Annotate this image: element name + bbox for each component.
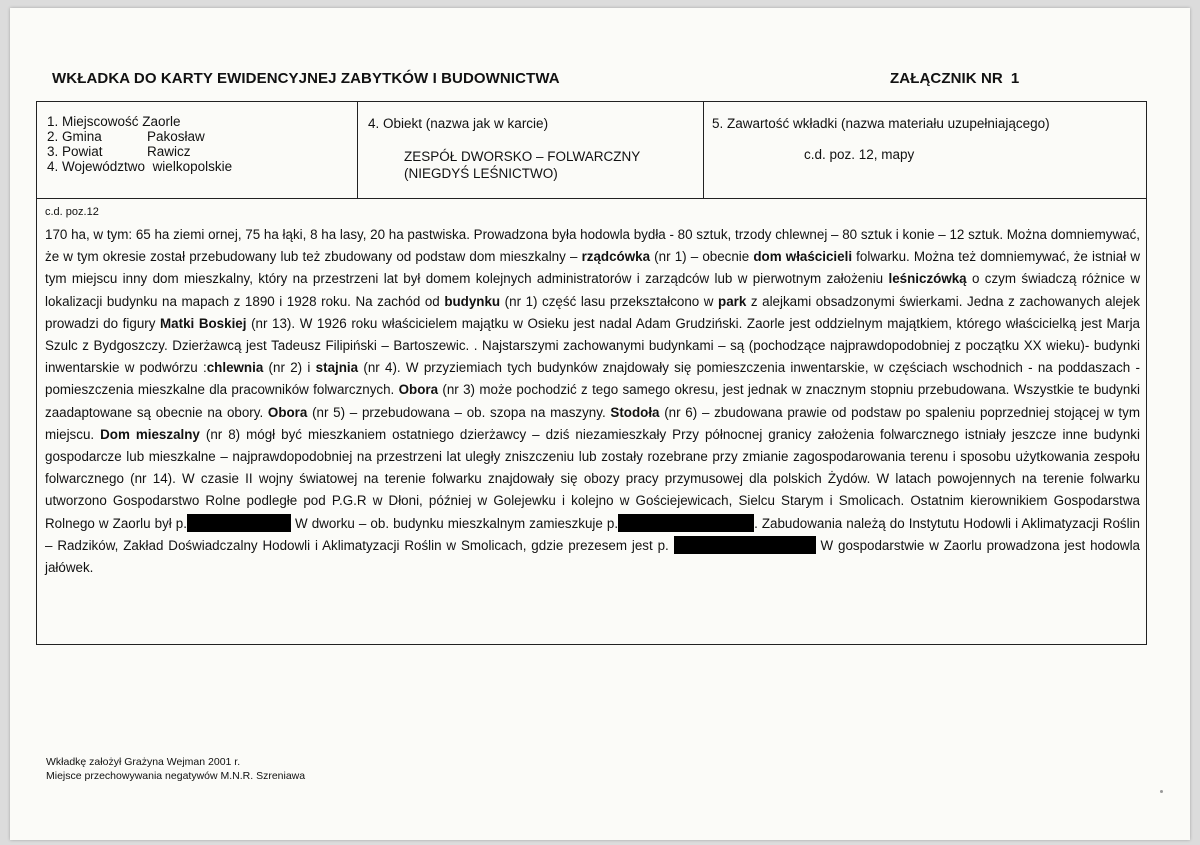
text-run: (nr 6) – zbudowana prawie od podstaw po spaleniu poprzedniej stojącej w tym miejscu. [45, 404, 1140, 442]
text-run: W dworku – ob. budynku mieszkalnym zamieszkuje p. [290, 515, 619, 531]
object-name [404, 148, 703, 182]
location-row-4 [47, 159, 357, 174]
text-run: o czym świadczą różnice w lokalizacji budynku na mapach z 1890 i 1928 roku. Na zachód od [45, 271, 1141, 309]
text-run: W gospodarstwie w Zaorlu prowadzona jest hodowla jałówek. [45, 537, 1140, 576]
bold-term: Stodoła [610, 404, 660, 420]
text-run: (nr 4). W przyziemiach tych budynków znajdowały się pomieszczenia inwentarskie, w częściach wschodnich - na poddaszach - pomieszczenia mieszkalne dla pracowników folwarcznych. [45, 360, 1140, 398]
bold-term: stajnia [315, 360, 359, 376]
continuation-label: c.d. poz.12 [45, 206, 99, 218]
footer-author: Wkładkę założył Grażyna Wejman 2001 r. [46, 756, 241, 768]
redaction-bar [618, 514, 754, 532]
description-section [37, 198, 1146, 579]
bold-term: rządcówka [581, 249, 651, 265]
text-run: (nr 8) mógł być mieszkaniem ostatniego dzierżawcy – dziś niezamieszkały Przy północnej granicy założenia folwarcznego istniały jeszcze inne budynki gospodarcze lub mieszkalne – najprawdopodobniej na przestrzeni lat uległy zniszczeniu lub zostały rozebrane przy zmianie zagospodarowania terenu i sposobu użytkowania zespołu folwarcznego (nr 14). W czasie II wojny światowej na terenie folwarku znajdowały się obozy pracy przymusowej dla polskich Żydów. W latach powojennych na terenie folwarku utworzono Gospodarstwo Rolne podległe pod P.G.R w Dłoni, później w Golejewku i kolejno w Gościejewicach, Sielcu Starym i Smolicach. Ostatnim kierownikiem Gospodarstwa Rolnego w Zaorlu był p. [45, 426, 1140, 531]
text-run: (nr 1) część lasu przekształcono w [500, 293, 719, 309]
bold-term: leśniczówką [888, 271, 967, 287]
attachment-number: 1 [1010, 70, 1020, 87]
bold-term: Matki Boskiej [160, 315, 247, 331]
contents-cell [703, 102, 1146, 198]
location-row-2 [47, 129, 357, 144]
attachment-label: ZAŁĄCZNIK NR [890, 70, 1003, 87]
footer-negatives: Miejsce przechowywania negatywów M.N.R. Szreniawa [46, 770, 306, 782]
redaction-bar [187, 514, 291, 532]
location-cell [37, 102, 357, 198]
location-row-1 [47, 114, 357, 129]
bold-term: dom właścicieli [753, 249, 853, 265]
description-text [45, 224, 1140, 579]
bold-term: park [718, 293, 747, 309]
row-value: Zaorle [142, 114, 181, 129]
row-label: 4. Województwo [47, 159, 146, 174]
text-run: (nr 5) – przebudowana – ob. szopa na maszyny. [307, 404, 611, 420]
row-value: Pakosław [147, 129, 205, 144]
attachment-header [890, 70, 1019, 87]
text-run: (nr 1) – obecnie [650, 249, 754, 265]
text-run: folwarku. Można też domniemywać, że istniał w tym miejscu inny dom mieszkalny, który na przestrzeni lat był domem kolejnych administratorów i zarządców lub w pierwotnym założeniu [45, 249, 1141, 287]
text-run: (nr 13). W 1926 roku właścicielem majątku w Osieku jest nadal Adam Grudziński. Zaorle jest oddzielnym majątkiem, którego właścicielką jest Marja Szulc z Bydgoszczy. Dzierżawcą jest Tadeusz Filipiński – Bartoszewic. . Najstarszymi zachowanymi budynkami – są (pochodzące najprawdopodobniej z początku XX wieku)- budynki inwentarskie w podwórzu : [45, 315, 1141, 376]
row-label: 1. Miejscowość [47, 114, 139, 129]
bold-term: Obora [267, 404, 308, 420]
text-run: z alejkami obsadzonymi świerkami. Jedna z zachowanych alejek prowadzi do figury [45, 293, 1140, 331]
bold-term: chlewnia [206, 360, 264, 376]
record-form [36, 101, 1147, 645]
object-label: 4. Obiekt (nazwa jak w karcie) [368, 116, 549, 131]
bold-term: Obora [398, 382, 439, 398]
text-run: 170 ha, w tym: 65 ha ziemi ornej, 75 ha łąki, 8 ha lasy, 20 ha pastwiska. Prowadzona była hodowla bydła - 80 sztuk, trzody chlewnej – 80 sztuk i konie – 12 sztuk. Można domniemywać, że w tym okresie został przebudowany lub też zbudowany od podstaw dom mieszkalny – [45, 227, 1140, 265]
row-label: 2. Gmina [47, 129, 102, 144]
contents-label: 5. Zawartość wkładki (nazwa materiału uzupełniającego) [712, 116, 1050, 131]
scan-dot [1160, 790, 1163, 793]
text-run: (nr 2) i [263, 360, 316, 376]
form-header-row [37, 102, 1146, 199]
row-value: wielkopolskie [152, 159, 233, 174]
row-label: 3. Powiat [47, 144, 103, 159]
text-run: (nr 3) może pochodzić z tego samego okresu, jest jednak w znacznym stopniu przebudowana. Wszystkie te budynki zaadaptowane są obecnie na obory. [45, 382, 1140, 420]
object-cell [357, 102, 703, 198]
text-run: . Zabudowania należą do Instytutu Hodowli i Aklimatyzacji Roślin – Radzików, Zakład Doświadczalny Hodowli i Aklimatyzacji Roślin w Smolicach, gdzie prezesem jest p. [45, 515, 1140, 553]
object-line-2: (NIEGDYŚ LEŚNICTWO) [404, 166, 558, 181]
location-row-3 [47, 144, 357, 159]
footer [46, 755, 305, 783]
bold-term: Dom mieszalny [100, 426, 200, 442]
contents-value: c.d. poz. 12, mapy [804, 147, 915, 162]
bold-term: budynku [444, 293, 501, 309]
document-title: WKŁADKA DO KARTY EWIDENCYJNEJ ZABYTKÓW I BUDOWNICTWA [52, 70, 560, 87]
redaction-bar [674, 536, 816, 554]
object-line-1: ZESPÓŁ DWORSKO – FOLWARCZNY [404, 149, 641, 164]
row-value: Rawicz [147, 144, 191, 159]
